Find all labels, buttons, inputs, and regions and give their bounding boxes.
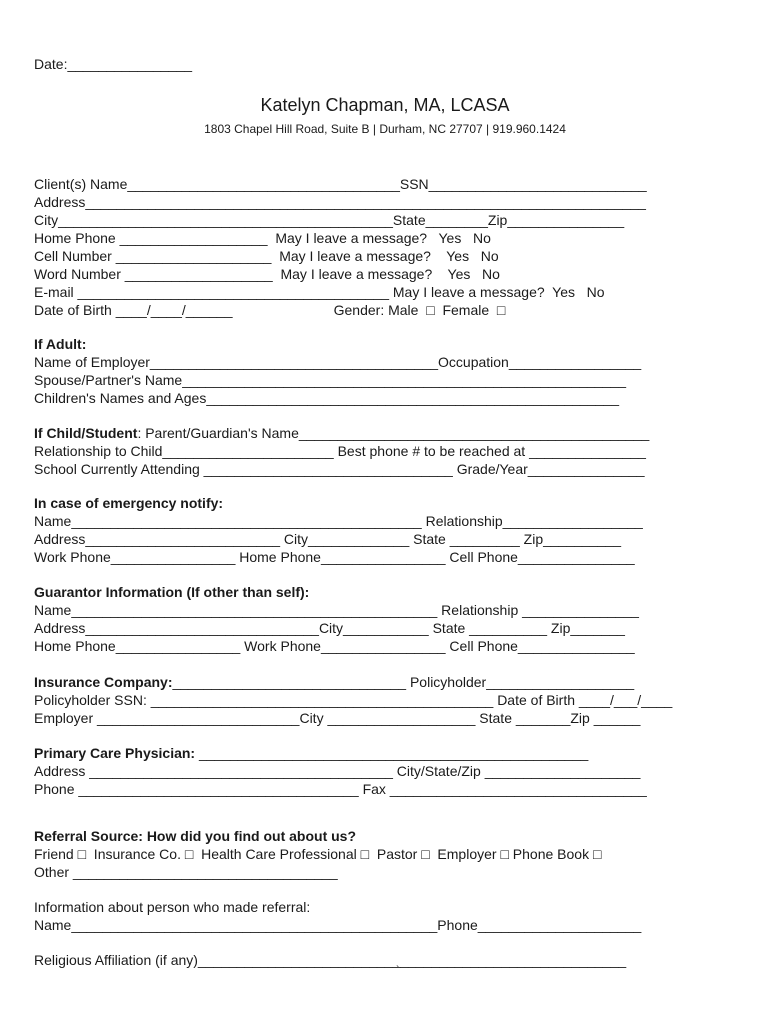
cell-number-line[interactable]: Cell Number ____________________ May I leave a message? Yes No [34,248,499,264]
relationship-child-line[interactable]: Relationship to Child______________________ Best phone # to be reached at _______________ [34,443,646,459]
emergency-phones-line[interactable]: Work Phone________________ Home Phone________________ Cell Phone_______________ [34,549,635,565]
adult-heading: If Adult: [34,336,87,352]
employer-line[interactable]: Name of Employer_____________________________________Occupation_________________ [34,354,642,370]
client-name-line[interactable]: Client(s) Name___________________________________SSN____________________________ [34,176,647,192]
referral-name-phone-line[interactable]: Name_______________________________________________Phone_____________________ [34,917,642,933]
client-address-line[interactable]: Address________________________________________________________________________ [34,194,646,210]
parent-guardian-field[interactable]: : Parent/Guardian's Name_____________________________________________ [137,425,650,441]
religious-affiliation-line[interactable]: Religious Affiliation (if any)_______________________________________________________ [34,952,627,968]
referral-other-line[interactable]: Other __________________________________ [34,864,338,880]
client-city-line[interactable]: City___________________________________________State________Zip_______________ [34,212,625,228]
referral-heading: Referral Source: How did you find out about us? [34,828,357,844]
referral-info-label: Information about person who made referral: [34,899,311,915]
emergency-name-line[interactable]: Name_____________________________________________ Relationship__________________ [34,513,643,529]
referral-options-line[interactable]: Friend □ Insurance Co. □ Health Care Professional □ Pastor □ Employer □ Phone Book □ [34,846,602,862]
home-phone-line[interactable]: Home Phone ___________________ May I leave a message? Yes No [34,230,491,246]
physician-address-line[interactable]: Address _______________________________________ City/State/Zip ____________________ [34,763,641,779]
insurance-company-field[interactable]: ______________________________ Policyholder___________________ [172,674,635,690]
physician-name-field[interactable]: __________________________________________________ [195,745,589,761]
stray-mark: ` [396,965,400,976]
policyholder-ssn-line[interactable]: Policyholder SSN: ____________________________________________ Date of Birth ____/___/____ [34,692,673,708]
guarantor-phones-line[interactable]: Home Phone________________ Work Phone________________ Cell Phone_______________ [34,638,635,654]
physician-heading: Primary Care Physician: [34,745,196,761]
dob-gender-line[interactable]: Date of Birth ____/____/______ Gender: Male □ Female □ [34,302,506,318]
word-number-line[interactable]: Word Number ___________________ May I leave a message? Yes No [34,266,500,282]
insurance-company-line[interactable] [34,673,634,691]
emergency-heading: In case of emergency notify: [34,495,224,511]
guarantor-name-line[interactable]: Name_______________________________________________ Relationship _______________ [34,602,639,618]
emergency-address-line[interactable]: Address_________________________ City_____________ State _________ Zip__________ [34,531,621,547]
guarantor-address-line[interactable]: Address______________________________City___________ State __________ Zip_______ [34,620,625,636]
insurance-employer-line[interactable]: Employer __________________________City ___________________ State _______Zip ______ [34,710,641,726]
guarantor-heading: Guarantor Information (If other than self): [34,584,310,600]
spouse-line[interactable]: Spouse/Partner's Name_________________________________________________________ [34,372,626,388]
date-line[interactable]: Date:________________ [34,56,193,72]
physician-phone-line[interactable]: Phone ____________________________________ Fax _________________________________ [34,781,647,797]
email-line[interactable]: E-mail ________________________________________ May I leave a message? Yes No [34,284,605,300]
physician-line[interactable] [34,744,588,762]
child-heading: If Child/Student [34,425,138,441]
school-line[interactable]: School Currently Attending ________________________________ Grade/Year_______________ [34,461,645,477]
insurance-heading: Insurance Company: [34,674,173,690]
child-parent-line[interactable] [34,424,649,442]
practice-address: 1803 Chapel Hill Road, Suite B | Durham, NC 27707 | 919.960.1424 [204,122,566,136]
children-line[interactable]: Children's Names and Ages_____________________________________________________ [34,390,619,406]
practitioner-title: Katelyn Chapman, MA, LCASA [260,95,510,115]
